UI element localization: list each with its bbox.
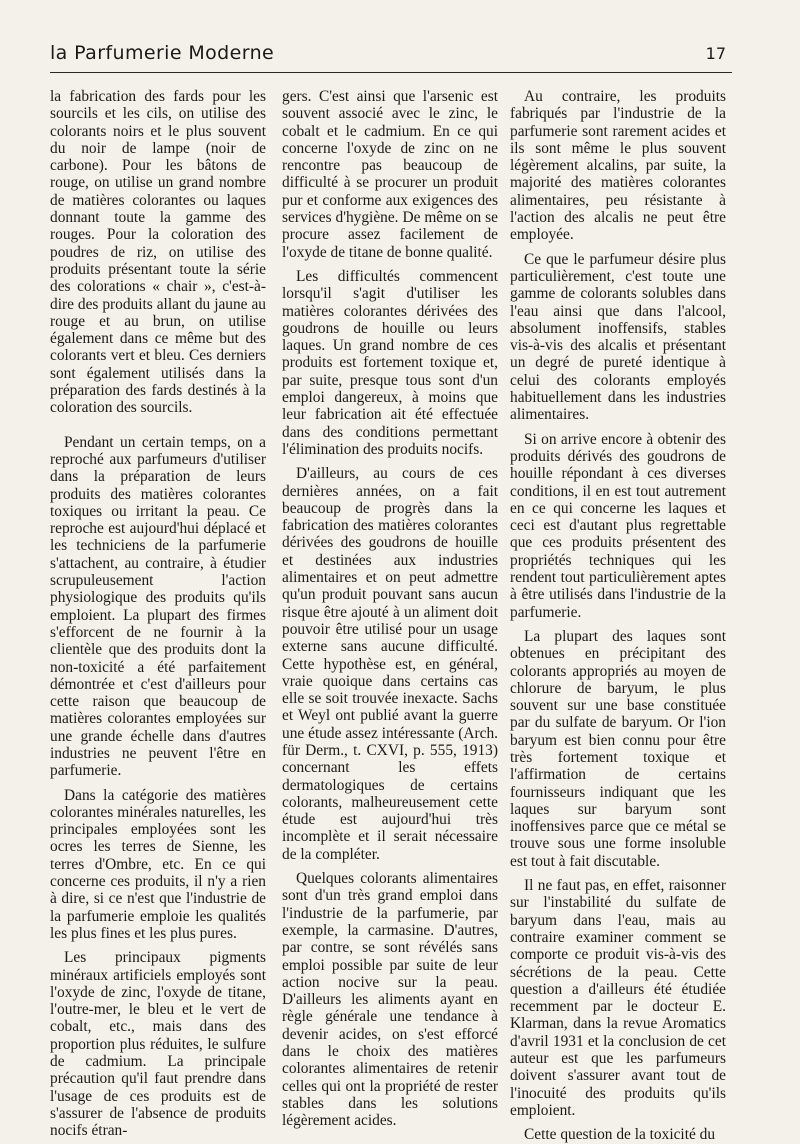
paragraph: D'ailleurs, au cours de ces dernières années, on a fait beaucoup de progrès dans la fabrication des matières colorantes dérivées des goudrons de houille et destinées aux industries alimentaires et on peut admettre qu'un produit pouvant sans aucun risque être ajouté à un aliment doit pouvoir être utilisé pour un usage externe sans aucune difficulté. Cette hypothèse est, en général, vraie quoique dans certains cas elle se soit trouvée inexacte. Sachs et Weyl ont publié avant la guerre une étude assez intéressante (Arch. für Derm., t. CXVI, p. 555, 1913) concernant les effets dermatologiques de certains colorants, malheureusement cette étude est aujourd'hui très incomplète et il serait nécessaire de la compléter. [282,465,498,863]
text-column-2 [282,88,498,1130]
paragraph: Dans la catégorie des matières colorantes minérales naturelles, les principales employées sont les ocres les terres de Sienne, les terres d'Ombre, etc. En ce qui concerne ces produits, il n'y a rien à dire, si ce n'est que l'industrie de la parfumerie emploie les qualités les plus fines et les plus pures. [50,786,266,942]
text-column-3 [510,88,726,1144]
header-rule [50,72,732,73]
paragraph: Ce que le parfumeur désire plus particulièrement, c'est toute une gamme de colorants solubles dans l'eau ainsi que dans l'alcool, absolument inoffensifs, stables vis-à-vis des alcalis et présentant un degré de pureté identique à celui des colorants employés habituellement dans les industries alimentaires. [510,250,726,424]
running-header [50,38,730,66]
paragraph: Il ne faut pas, en effet, raisonner sur l'instabilité du sulfate de baryum dans l'eau, mais au contraire examiner comment se comporte ce produit vis-à-vis des sécrétions de la peau. Cette question a d'ailleurs été étudiée recemment par le docteur E. Klarman, dans la revue Aromatics d'avril 1931 et la conclusion de cet auteur est que les parfumeurs doivent s'assurer avant tout de l'inocuité des produits qu'ils emploient. [510,877,726,1119]
paragraph: la fabrication des fards pour les sourcils et les cils, on utilise des colorants noirs et le plus souvent du noir de lampe (noir de carbone). Pour les bâtons de rouge, on utilise un grand nombre de matières colorantes ou laques donnant toute la gamme des rouges. Pour la coloration des poudres de riz, on utilise des produits présentant toute la série des colorations « chair », c'est-à-dire des produits allant du jaune au rouge et au brun, on utilise également dans ce même but des colorants vert et bleu. Ces derniers sont également utilisés dans la préparation des fards destinés à la coloration des sourcils. [50,88,266,417]
paragraph: Au contraire, les produits fabriqués par l'industrie de la parfumerie sont rarement acides et ils sont même le plus souvent légèrement alcalins, par suite, la majorité des matières colorantes alimentaires, peu résistante à l'action des alcalis ne peut être employée. [510,88,726,244]
page-number: 17 [705,44,726,63]
paragraph: La plupart des laques sont obtenues en précipitant des colorants appropriés au moyen de chlorure de baryum, le plus souvent sur une base constituée par du sulfate de baryum. Or l'ion baryum est bien connu pour être très fortement toxique et l'affirmation de certains fournisseurs indiquant que les laques sur baryum sont inoffensives parce que ce métal se trouve sous une forme insoluble est tout à fait discutable. [510,627,726,870]
paragraph: Cette question de la toxicité du [524,1126,716,1144]
journal-title: la Parfumerie Moderne [50,42,275,64]
paragraph: Les difficultés commencent lorsqu'il s'agit d'utiliser les matières colorantes dérivées des goudrons de houille ou leurs laques. Un grand nombre de ces produits est fortement toxique et, par suite, presque tous sont d'un emploi dangereux, à moins que leur fabrication ait été effectuée dans des conditions permettant l'élimination des produits nocifs. [282,267,498,458]
paragraph: Si on arrive encore à obtenir des produits dérivés des goudrons de houille répondant à ces diverses conditions, il en est tout autrement en ce qui concerne les laques et ceci est d'autant plus regrettable que ces produits présentent des propriétés techniques qui les rendent tout particulièrement aptes à être utilisés dans l'industrie de la parfumerie. [510,430,726,621]
paragraph: Les principaux pigments minéraux artificiels employés sont l'oxyde de zinc, l'oxyde de titane, l'outre-mer, le bleu et le vert de cobalt, etc., mais dans des proportion plus réduites, le sulfure de cadmium. La principale précaution qu'il faut prendre dans l'usage de ces produits est de s'assurer de l'absence de produits nocifs étran- [50,949,266,1140]
paragraph: Quelques colorants alimentaires sont d'un très grand emploi dans l'industrie de la parfumerie, par exemple, la carmasine. D'autres, par contre, se sont révélés sans emploi possible par suite de leur action nocive sur la peau. D'ailleurs les aliments ayant en règle générale une tendance à devenir acides, on s'est efforcé dans le choix des matières colorantes alimentaires de retenir celles qui ont la propriété de rester stables dans les solutions légèrement acides. [282,870,498,1130]
text-column-1 [50,88,266,1140]
paragraph: Pendant un certain temps, on a reproché aux parfumeurs d'utiliser dans la préparation de leurs produits des matières colorantes toxiques ou irritant la peau. Ce reproche est aujourd'hui déplacé et les techniciens de la parfumerie s'attachent, au contraire, à étudier scrupuleusement l'action physiologique des produits qu'ils emploient. La plupart des firmes s'efforcent de ne fournir à la clientèle que des produits dont la non-toxicité a été parfaitement démontrée et c'est d'ailleurs pour cette raison que beaucoup de matières colorantes employées sur une grande échelle dans d'autres industries ne peuvent l'être en parfumerie. [50,433,266,780]
paragraph: gers. C'est ainsi que l'arsenic est souvent associé avec le zinc, le cobalt et le cadmium. En ce qui concerne l'oxyde de zinc on ne rencontre pas beaucoup de difficulté à se procurer un produit pur et conforme aux exigences des services d'hygiène. De même on se procure assez facilement de l'oxyde de titane de bonne qualité. [282,88,498,261]
